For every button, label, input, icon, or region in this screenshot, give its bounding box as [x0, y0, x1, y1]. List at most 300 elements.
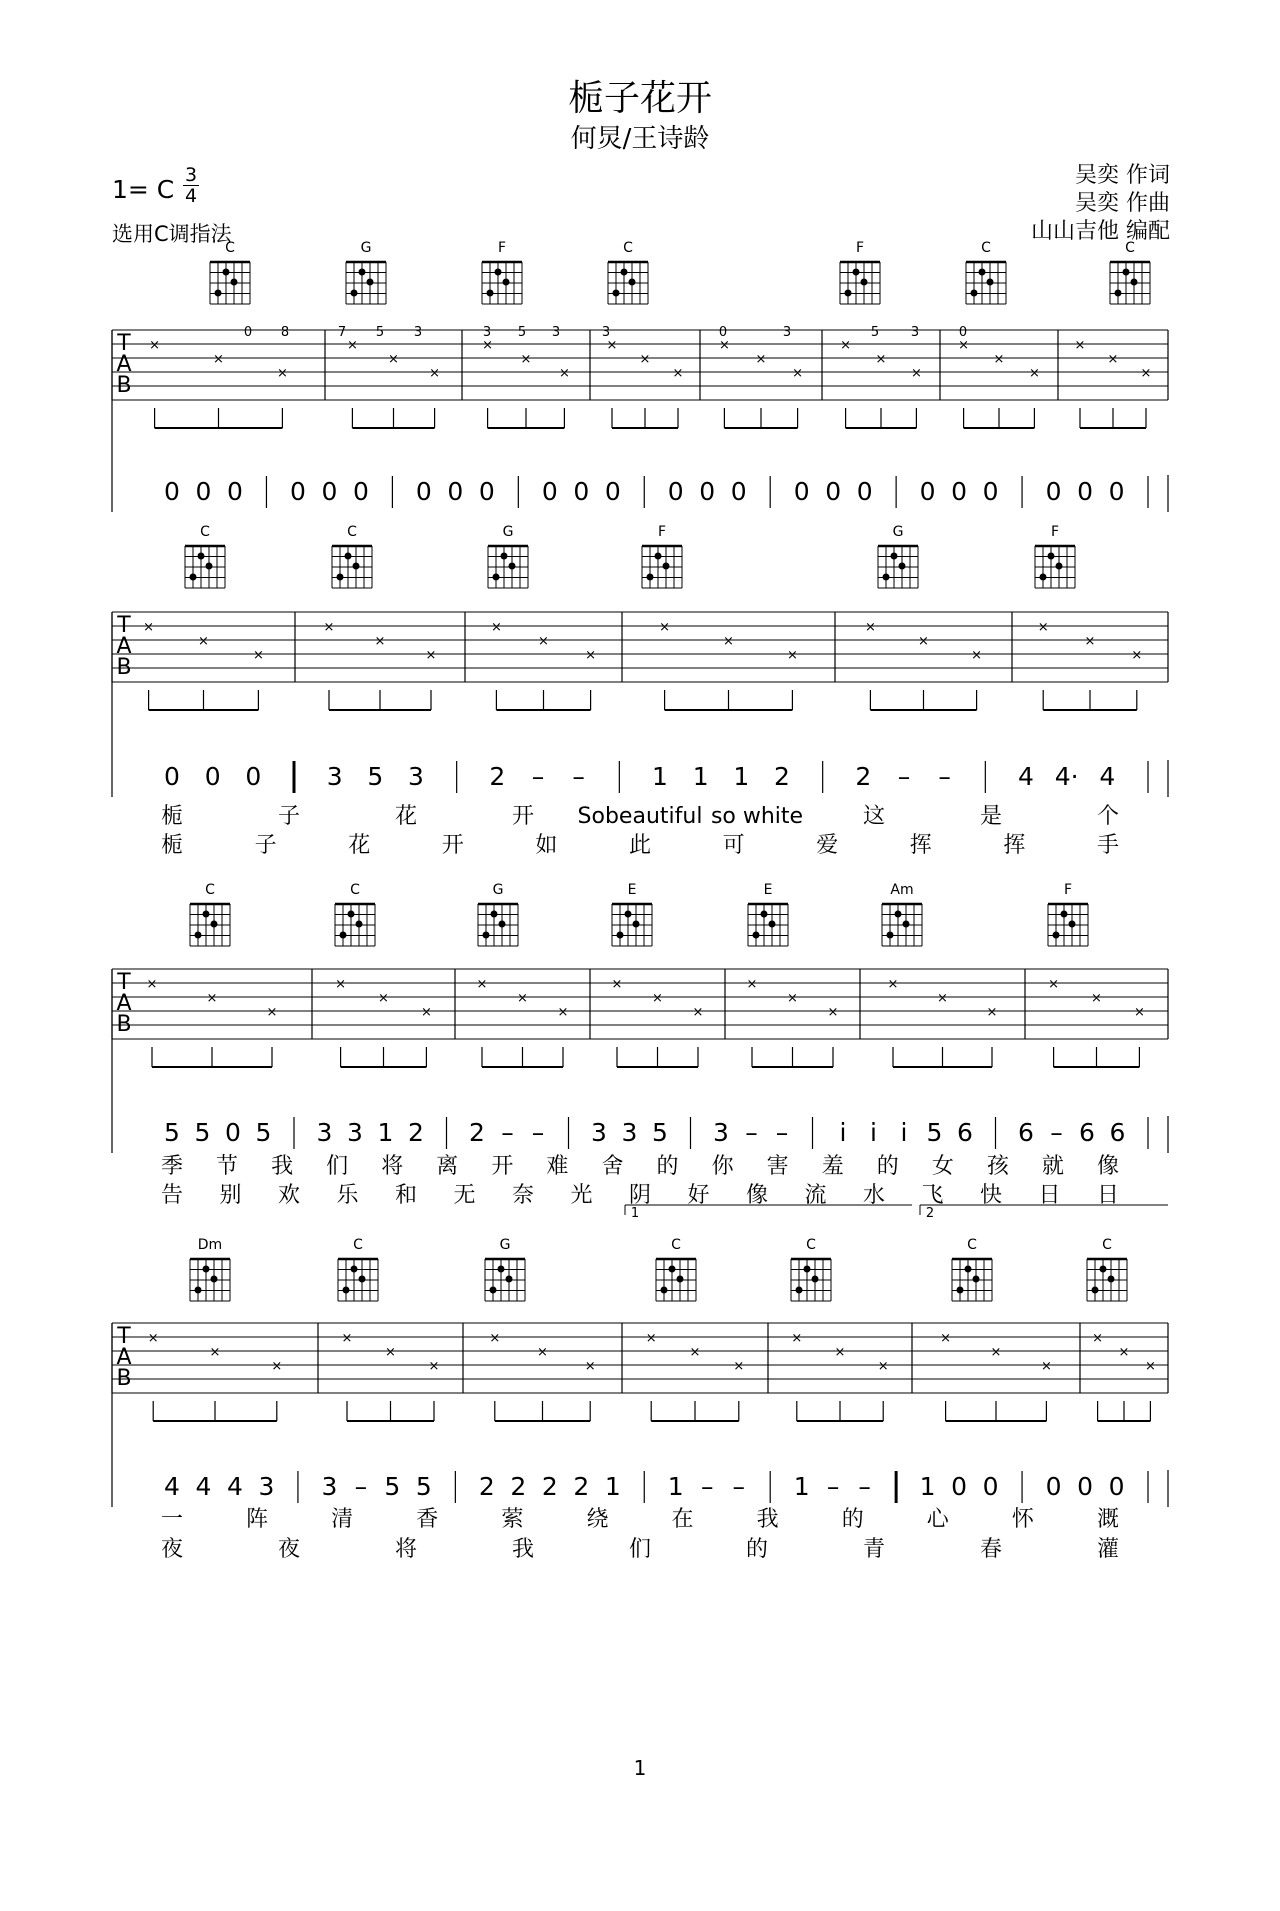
chord-name: C — [981, 240, 991, 256]
jianpu-note: 3 — [321, 1472, 338, 1501]
lyric-line-2: 春 — [979, 1537, 1003, 1562]
tab-note-mark: × — [1144, 1359, 1156, 1374]
tab-note-mark: × — [429, 366, 441, 381]
fingering-note: 选用C调指法 — [112, 222, 232, 246]
jianpu-note: 5 — [926, 1118, 943, 1147]
chord-dot — [340, 932, 347, 939]
chord-name: C — [353, 1237, 363, 1253]
lyric-line-1: 心 — [926, 1507, 949, 1532]
chord-dot — [804, 1266, 811, 1273]
lyric-line-2: 爱 — [816, 833, 839, 858]
lyric-line-2: 手 — [1096, 833, 1120, 858]
lyric-line-2: 我 — [511, 1537, 535, 1562]
tab-note-mark: × — [143, 620, 155, 635]
chord-dot — [629, 279, 636, 286]
lyric-line-1: 在 — [671, 1507, 694, 1532]
tab-letter: B — [116, 1366, 132, 1391]
jianpu-note: 4 — [195, 1472, 212, 1501]
jianpu-note: 6 — [1018, 1118, 1034, 1147]
chord-dot — [845, 290, 852, 297]
tab-note-mark: × — [689, 1345, 701, 1360]
chord-name: Dm — [197, 1237, 223, 1253]
tab-note-mark: × — [585, 648, 597, 663]
chord-name: C — [347, 524, 357, 540]
tab-fret-number: 3 — [782, 325, 792, 340]
lyric-line-2: 阴 — [628, 1183, 652, 1208]
tab-note-mark: × — [323, 620, 335, 635]
jianpu-note: 1 — [692, 762, 709, 791]
chord-dot — [655, 553, 662, 560]
lyric-line-2: 乐 — [336, 1183, 359, 1208]
jianpu-note: 0 — [1108, 477, 1125, 506]
lyric-line-1: 难 — [546, 1154, 569, 1179]
jianpu-note: 3 — [408, 762, 424, 791]
jianpu-note: 1 — [919, 1472, 936, 1501]
chord-dot — [647, 574, 654, 581]
arranger-credit: 山山吉他 编配 — [1031, 219, 1170, 244]
jianpu-note: – — [732, 1472, 745, 1501]
chord-name: F — [1063, 882, 1073, 898]
chord-dot — [215, 290, 222, 297]
tab-note-mark: × — [538, 634, 549, 649]
chord-dot — [343, 1287, 350, 1294]
chord-dot — [506, 1276, 513, 1283]
chord-name: C — [623, 240, 633, 256]
lyric-line-2: 光 — [570, 1183, 593, 1208]
tab-fret-number: 3 — [910, 325, 920, 340]
jianpu-note: 6 — [1079, 1118, 1095, 1147]
lyric-line-2: 和 — [394, 1183, 418, 1208]
tab-note-mark: × — [1091, 991, 1102, 1006]
lyric-line-1: 萦 — [501, 1507, 524, 1532]
chord-dot — [211, 921, 218, 928]
chord-dot — [1115, 290, 1122, 297]
tab-note-mark: × — [1074, 338, 1086, 353]
chord-dot — [987, 279, 994, 286]
tab-note-mark: × — [198, 634, 209, 649]
tab-note-mark: × — [990, 1345, 1002, 1360]
chord-dot — [1100, 1266, 1107, 1273]
tab-note-mark: × — [520, 352, 532, 367]
jianpu-note: 5 — [164, 1118, 180, 1147]
chord-name: C — [967, 1237, 977, 1253]
chord-dot — [495, 269, 502, 276]
lyric-line-1: 的 — [656, 1154, 679, 1179]
lyric-line-1: 子 — [277, 804, 301, 829]
jianpu-note: – — [826, 1472, 840, 1501]
tab-note-mark: × — [958, 338, 970, 353]
jianpu-note: 0 — [225, 1118, 241, 1147]
tab-note-mark: × — [482, 338, 494, 353]
tab-letter: B — [116, 655, 132, 680]
chord-name: E — [763, 882, 773, 898]
jianpu-note: 3 — [258, 1472, 275, 1501]
tab-note-mark: × — [723, 634, 734, 649]
tab-note-mark: × — [791, 1331, 803, 1346]
jianpu-note: – — [858, 1472, 871, 1501]
jianpu-note: 2 — [510, 1472, 527, 1501]
jianpu-note: 3 — [347, 1118, 363, 1147]
tab-fret-number: 3 — [601, 325, 611, 340]
chord-name: C — [205, 882, 215, 898]
jianpu-note: 2 — [774, 762, 790, 791]
lyric-line-1: 开 — [511, 804, 535, 829]
tab-note-mark: × — [918, 634, 929, 649]
lyric-line-1: 一 — [160, 1507, 184, 1532]
lyric-line-1: 将 — [381, 1154, 404, 1179]
chord-name: G — [892, 524, 904, 540]
lyric-line-2: 像 — [745, 1183, 769, 1208]
jianpu-note: 4 — [164, 1472, 180, 1501]
tab-note-mark: × — [877, 1359, 889, 1374]
chord-dot — [223, 269, 230, 276]
lyric-line-2: 此 — [628, 833, 652, 858]
tab-note-mark: × — [1028, 366, 1040, 381]
tab-note-mark: × — [388, 352, 399, 367]
chord-dot — [1092, 1287, 1099, 1294]
chord-name: F — [1050, 524, 1060, 540]
tab-fret-number: 5 — [517, 325, 527, 340]
lyric-line-1: 的 — [876, 1154, 899, 1179]
jianpu-note: 0 — [825, 477, 842, 506]
lyric-line-1: Sobeautiful — [577, 804, 703, 829]
tab-note-mark: × — [517, 991, 528, 1006]
jianpu-note: 0 — [447, 477, 464, 506]
lyric-line-2: 如 — [535, 833, 558, 858]
tab-fret-number: 0 — [718, 325, 728, 340]
chord-dot — [895, 911, 902, 918]
tab-note-mark: × — [1048, 977, 1060, 992]
lyric-line-1: 这 — [862, 804, 886, 829]
chord-dot — [198, 553, 205, 560]
lyric-line-1: 我 — [271, 1154, 294, 1179]
chord-dot — [769, 921, 776, 928]
jianpu-note: 5 — [415, 1472, 432, 1501]
page-number: 1 — [633, 1756, 647, 1780]
jianpu-note: 0 — [164, 477, 180, 506]
chord-dot — [965, 1266, 972, 1273]
jianpu-note: 0 — [289, 477, 306, 506]
lyric-line-2: 别 — [219, 1183, 242, 1208]
lyric-line-1: 羞 — [821, 1154, 844, 1179]
chord-dot — [503, 279, 510, 286]
tab-letter: T — [117, 331, 131, 356]
lyric-line-2: 告 — [160, 1183, 184, 1208]
tab-note-mark: × — [425, 648, 437, 663]
lyric-line-2: 日 — [1096, 1183, 1120, 1208]
lyric-line-1: 栀 — [160, 804, 184, 829]
jianpu-note: 0 — [352, 477, 369, 506]
tab-note-mark: × — [672, 366, 684, 381]
chord-dot — [957, 1287, 964, 1294]
lyric-line-1: 离 — [436, 1154, 459, 1179]
tab-letter: A — [116, 991, 132, 1016]
tab-note-mark: × — [557, 1005, 569, 1020]
tab-note-mark: × — [558, 366, 570, 381]
jianpu-note: 4· — [1054, 762, 1079, 791]
chord-dot — [761, 911, 768, 918]
tab-note-mark: × — [146, 977, 158, 992]
chord-dot — [359, 269, 366, 276]
chord-dot — [1108, 1276, 1115, 1283]
lyric-line-1: 你 — [711, 1154, 734, 1179]
jianpu-note: 1 — [733, 762, 750, 791]
tab-note-mark: × — [252, 648, 264, 663]
lyric-line-1: 的 — [841, 1507, 864, 1532]
jianpu-note: 0 — [1077, 1472, 1093, 1501]
chord-dot — [351, 290, 358, 297]
tab-letter: T — [117, 1324, 131, 1349]
tab-note-mark: × — [341, 1331, 353, 1346]
chord-dot — [677, 1276, 684, 1283]
lyric-line-1: 是 — [979, 804, 1003, 829]
jianpu-note: 1 — [667, 1472, 684, 1501]
lyric-line-2: 开 — [441, 833, 464, 858]
chord-dot — [891, 553, 898, 560]
tab-note-mark: × — [827, 1005, 839, 1020]
chord-dot — [1056, 563, 1063, 570]
lyric-line-2: 奈 — [511, 1183, 535, 1208]
lyric-line-1: 花 — [394, 804, 418, 829]
jianpu-note: 0 — [856, 477, 873, 506]
lyric-line-2: 灌 — [1096, 1537, 1120, 1562]
jianpu-note: – — [700, 1472, 714, 1501]
tab-note-mark: × — [786, 648, 798, 663]
tab-note-mark: × — [385, 1345, 396, 1360]
tab-note-mark: × — [639, 352, 651, 367]
chord-dot — [903, 921, 910, 928]
lyric-line-2: 飞 — [921, 1183, 944, 1208]
lyric-line-1: 开 — [491, 1154, 514, 1179]
lyric-line-2: 好 — [687, 1183, 710, 1208]
chord-name: Am — [890, 882, 914, 898]
jianpu-note: 0 — [951, 1472, 968, 1501]
jianpu-note: 5 — [194, 1118, 211, 1147]
lyric-line-2: 子 — [254, 833, 277, 858]
chord-dot — [617, 932, 624, 939]
tab-note-mark: × — [787, 991, 798, 1006]
chord-dot — [753, 932, 760, 939]
tab-note-mark: × — [1037, 620, 1049, 635]
tab-note-mark: × — [971, 648, 983, 663]
chord-dot — [203, 1266, 210, 1273]
jianpu-note: 2 — [573, 1472, 590, 1501]
lyric-line-1: 绕 — [586, 1507, 609, 1532]
chord-dot — [1048, 553, 1055, 560]
chord-dot — [501, 553, 508, 560]
lyric-line-2: 夜 — [277, 1537, 301, 1562]
jianpu-note: 2 — [541, 1472, 558, 1501]
lyric-line-1: 季 — [160, 1154, 184, 1179]
chord-dot — [231, 279, 238, 286]
jianpu-note: – — [531, 1118, 545, 1147]
jianpu-note: 0 — [1108, 1472, 1125, 1501]
jianpu-note: 0 — [699, 477, 716, 506]
jianpu-note: 3 — [621, 1118, 638, 1147]
tab-fret-number: 3 — [551, 325, 561, 340]
chord-dot — [190, 574, 197, 581]
jianpu-note: 0 — [478, 477, 495, 506]
tab-note-mark: × — [209, 1345, 221, 1360]
jianpu-note: 0 — [245, 762, 262, 791]
chord-name: C — [350, 882, 360, 898]
tab-letter: B — [116, 1012, 132, 1037]
jianpu-note: 0 — [1045, 477, 1062, 506]
volta-number: 1 — [630, 1206, 640, 1221]
chord-name: G — [499, 1237, 511, 1253]
chord-dot — [1061, 911, 1068, 918]
lyric-line-2: 夜 — [160, 1537, 184, 1562]
lyric-line-2: 日 — [1038, 1183, 1061, 1208]
chord-dot — [625, 911, 632, 918]
chord-name: E — [627, 882, 637, 898]
lyric-line-2: 花 — [348, 833, 371, 858]
chord-dot — [796, 1287, 803, 1294]
tab-note-mark: × — [584, 1359, 596, 1374]
jianpu-note: 1 — [793, 1472, 810, 1501]
lyricist-credit: 吴奕 作词 — [1075, 163, 1170, 188]
tab-note-mark: × — [147, 1331, 159, 1346]
jianpu-note: 0 — [919, 477, 936, 506]
tab-note-mark: × — [652, 991, 663, 1006]
tab-note-mark: × — [864, 620, 876, 635]
chord-dot — [337, 574, 344, 581]
lyric-line-1: 我 — [756, 1507, 779, 1532]
tab-fret-number: 0 — [243, 325, 253, 340]
jianpu-note: 0 — [195, 477, 212, 506]
tab-note-mark: × — [489, 1331, 501, 1346]
chord-dot — [195, 932, 202, 939]
lyric-line-1: so white — [710, 804, 804, 829]
chord-dot — [812, 1276, 819, 1283]
lyric-line-1: 就 — [1041, 1154, 1064, 1179]
chord-dot — [1131, 279, 1138, 286]
chord-dot — [509, 563, 516, 570]
lyric-line-1: 像 — [1096, 1154, 1120, 1179]
tab-note-mark: × — [755, 352, 767, 367]
jianpu-note: 1 — [604, 1472, 621, 1501]
jianpu-note: i — [900, 1118, 908, 1147]
tab-note-mark: × — [1140, 366, 1152, 381]
chord-name: G — [492, 882, 504, 898]
composer-credit: 吴奕 作曲 — [1075, 191, 1170, 216]
jianpu-note: – — [572, 762, 585, 791]
tab-fret-number: 3 — [413, 325, 423, 340]
chord-dot — [487, 290, 494, 297]
tab-note-mark: × — [993, 352, 1005, 367]
jianpu-note: 0 — [982, 1472, 999, 1501]
jianpu-note: i — [839, 1118, 847, 1147]
jianpu-note: 2 — [478, 1472, 495, 1501]
tab-note-mark: × — [149, 338, 161, 353]
jianpu-note: 5 — [652, 1118, 668, 1147]
chord-dot — [887, 932, 894, 939]
chord-dot — [483, 932, 490, 939]
jianpu-note: 0 — [415, 477, 432, 506]
tab-note-mark: × — [1040, 1359, 1052, 1374]
chord-dot — [211, 1276, 218, 1283]
lyric-line-2: 挥 — [909, 833, 932, 858]
chord-name: G — [360, 240, 372, 256]
jianpu-note: 3 — [713, 1118, 729, 1147]
tab-note-mark: × — [986, 1005, 998, 1020]
jianpu-note: 2 — [469, 1118, 485, 1147]
lyric-line-1: 们 — [326, 1154, 349, 1179]
tab-note-mark: × — [476, 977, 488, 992]
tab-note-mark: × — [1131, 648, 1143, 663]
tab-note-mark: × — [335, 977, 347, 992]
chord-dot — [669, 1266, 676, 1273]
tab-note-mark: × — [346, 338, 358, 353]
jianpu-note: 1 — [377, 1118, 394, 1147]
lyric-line-1: 孩 — [986, 1154, 1009, 1179]
chord-dot — [1053, 932, 1060, 939]
tab-fret-number: 3 — [482, 325, 492, 340]
lyric-line-2: 青 — [862, 1537, 886, 1562]
tab-note-mark: × — [206, 991, 218, 1006]
chord-dot — [613, 290, 620, 297]
chord-name: G — [502, 524, 514, 540]
tab-fret-number: 5 — [375, 325, 385, 340]
jianpu-note: 6 — [957, 1118, 973, 1147]
tab-note-mark: × — [1107, 352, 1119, 367]
chord-dot — [883, 574, 890, 581]
lyric-line-1: 清 — [331, 1507, 354, 1532]
lyric-line-2: 欢 — [277, 1183, 301, 1208]
lyric-line-1: 舍 — [601, 1154, 624, 1179]
lyric-line-2: 们 — [628, 1537, 652, 1562]
jianpu-note: 2 — [489, 762, 506, 791]
chord-dot — [498, 1266, 505, 1273]
chord-name: C — [1125, 240, 1135, 256]
tab-note-mark: × — [611, 977, 623, 992]
jianpu-note: 2 — [855, 762, 872, 791]
chord-dot — [367, 279, 374, 286]
lyric-line-1: 个 — [1096, 804, 1120, 829]
tab-note-mark: × — [840, 338, 852, 353]
lyric-line-2: 栀 — [160, 833, 184, 858]
tab-letter: T — [117, 970, 131, 995]
tab-note-mark: × — [420, 1005, 432, 1020]
tab-note-mark: × — [746, 977, 758, 992]
lyric-line-2: 可 — [722, 833, 745, 858]
jianpu-note: – — [1050, 1118, 1063, 1147]
chord-dot — [1069, 921, 1076, 928]
tab-note-mark: × — [718, 338, 730, 353]
chord-name: C — [200, 524, 210, 540]
jianpu-note: 0 — [604, 477, 621, 506]
tab-note-mark: × — [887, 977, 899, 992]
jianpu-note: i — [870, 1118, 877, 1147]
lyric-line-2: 挥 — [1003, 833, 1026, 858]
chord-dot — [195, 1287, 202, 1294]
tab-note-mark: × — [940, 1331, 952, 1346]
lyric-line-2: 流 — [804, 1183, 827, 1208]
jianpu-note: 4 — [227, 1472, 243, 1501]
tab-note-mark: × — [659, 620, 671, 635]
tab-note-mark: × — [537, 1345, 548, 1360]
jianpu-note: 3 — [316, 1118, 333, 1147]
chord-dot — [490, 1287, 497, 1294]
time-signature-bottom: 4 — [184, 185, 198, 207]
lyric-line-1: 阵 — [246, 1507, 269, 1532]
jianpu-note: 5 — [255, 1118, 272, 1147]
tab-letter: A — [116, 352, 132, 377]
jianpu-note: 1 — [652, 762, 668, 791]
chord-dot — [348, 911, 355, 918]
lyric-line-1: 香 — [416, 1507, 439, 1532]
chord-dot — [633, 921, 640, 928]
